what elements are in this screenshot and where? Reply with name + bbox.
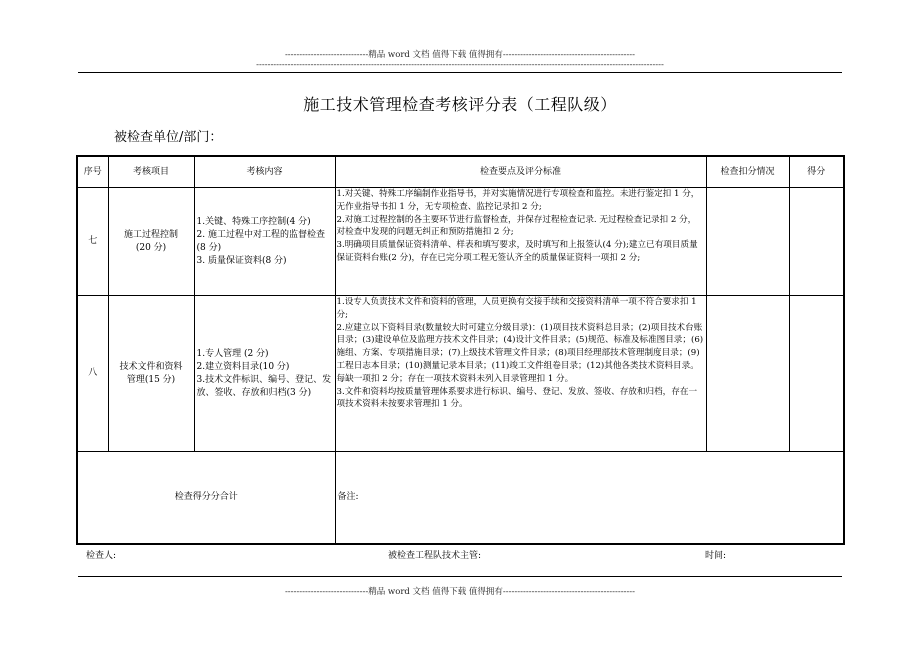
- row-score[interactable]: [789, 188, 844, 296]
- header-dashes: ----------------------------------------------------------------------------------------------------------------------------------------------: [256, 60, 664, 70]
- item-line: 管理(15 分): [126, 374, 176, 385]
- row-score[interactable]: [789, 296, 844, 452]
- row-deduction[interactable]: [706, 296, 789, 452]
- row-content: [194, 296, 335, 452]
- page-title: 施工技术管理检查考核评分表（工程队级）: [303, 95, 617, 114]
- criteria-line: 1.对关键、特殊工序编制作业指导书，并对实施情况进行专项检查和监控。未进行鉴定扣 1 分，无作业指导书扣 1 分，无专项检查、监控记录扣 2 分;: [336, 189, 700, 212]
- inspector-label: 检查人:: [86, 551, 117, 561]
- inspected-unit-label: 被检查单位/部门：: [114, 130, 223, 145]
- criteria-line: 1.设专人负责技术文件和资料的管理，人员更换有交接手续和交接资料清单一项不符合要求扣 1 分;: [336, 297, 697, 320]
- content-line: 2.建立资料目录(10 分): [196, 361, 290, 372]
- row-criteria: [335, 296, 706, 452]
- footer-rule: [78, 576, 842, 577]
- table-row: [77, 188, 844, 296]
- header-content: 考核内容: [194, 156, 335, 188]
- supervisor-label: 被检查工程队技术主管:: [388, 551, 482, 561]
- summary-label: 检查得分分合计: [77, 452, 335, 545]
- content-line: 1.关键、特殊工序控制(4 分): [196, 216, 311, 227]
- remarks-cell[interactable]: 备注:: [335, 452, 844, 545]
- header-criteria: 检查要点及评分标准: [335, 156, 706, 188]
- header-banner: -----------------------------精品 word 文档 值得下载 值得拥有----------------------------------------------: [284, 50, 636, 60]
- header-item: 考核项目: [108, 156, 194, 188]
- row-content: [194, 188, 335, 296]
- header-deduction: 检查扣分情况: [706, 156, 789, 188]
- row-no: 七: [77, 188, 108, 296]
- item-line: 施工过程控制: [123, 229, 178, 240]
- header-score: 得分: [789, 156, 844, 188]
- row-criteria: [335, 188, 706, 296]
- header-rule: [78, 72, 842, 73]
- criteria-line: 3.明确项目质量保证资料清单、样表和填写要求，及时填写和上报签认(4 分);建立已有项目质量保证资料台账(2 分)，存在已完分项工程无签认齐全的质量保证资料一项扣 2 分;: [336, 240, 698, 263]
- row-no: 八: [77, 296, 108, 452]
- row-item: [108, 296, 194, 452]
- summary-row: [77, 452, 844, 545]
- header-no: 序号: [77, 156, 108, 188]
- row-item: [108, 188, 194, 296]
- content-line: 2. 施工过程中对工程的监督检查 (8 分): [196, 229, 325, 253]
- criteria-line: 3.文件和资料均按质量管理体系要求进行标识、编号、登记、发放、签收、存放和归档，存在一项技术资料未按要求管理扣 1 分。: [336, 386, 698, 410]
- time-label: 时间:: [705, 551, 727, 561]
- assessment-table: [76, 155, 845, 545]
- content-line: 3. 质量保证资料(8 分): [196, 255, 287, 266]
- criteria-line: 2.应建立以下资料目录(数量较大时可建立分级目录)：(1)项目技术资料总目录；(2)项目技术台账目录；(3)建设单位及监理方技术文件目录；(4)设计文件目录；(5)规范、标准及标准图目录；(6)施组、方案、专项措施目录；(7)上级技术管理文件目录；(8)项目经理部技术管理制度目录；(9)工程日志本目录；(10)测量记录本目录；(11)竣工文件组卷目录；(12)其他各类技术资料目录。每缺一项扣 2 分；存在一项技术资料未列入目录管理扣 1 分。: [336, 322, 704, 384]
- row-deduction[interactable]: [706, 188, 789, 296]
- table-header-row: [77, 156, 844, 188]
- criteria-line: 2.对施工过程控制的各主要环节进行监督检查，并保存过程检查记录. 无过程检查记录扣 2 分，对检查中发现的问题无纠正和预防措施扣 2 分;: [336, 214, 697, 238]
- content-line: 1.专人管理 (2 分): [196, 348, 269, 359]
- footer-banner: -----------------------------精品 word 文档 值得下载 值得拥有----------------------------------------------: [284, 587, 636, 597]
- item-line: 技术文件和资料: [119, 361, 183, 372]
- table-row: [77, 296, 844, 452]
- item-line: (20 分): [135, 242, 167, 253]
- content-line: 3.技术文件标识、编号、登记、发放、签收、存放和归档(3 分): [196, 374, 332, 398]
